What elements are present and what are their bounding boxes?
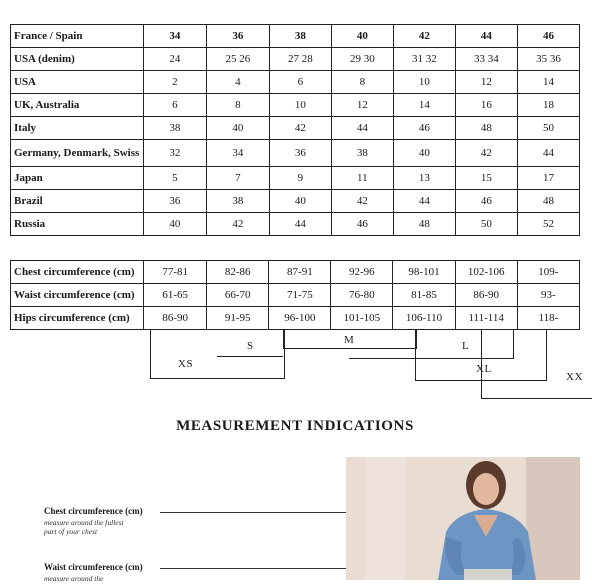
- size-cell: 13: [393, 167, 455, 190]
- size-cell: 50: [517, 117, 579, 140]
- size-cell: 17: [517, 167, 579, 190]
- size-bracket-xxl: [481, 330, 592, 399]
- table-row: [11, 117, 580, 140]
- size-cell: 12: [331, 94, 393, 117]
- size-cell: 46: [393, 117, 455, 140]
- measurement-cell: 82-86: [206, 261, 269, 284]
- table-row: [11, 284, 580, 307]
- size-cell: 44: [331, 117, 393, 140]
- size-cell: 48: [393, 213, 455, 236]
- table-row: [11, 213, 580, 236]
- size-cell: 42: [393, 25, 455, 48]
- size-cell: 50: [455, 213, 517, 236]
- size-label-l: L: [462, 340, 470, 352]
- measurement-cell: 91-95: [206, 307, 269, 330]
- size-cell: 10: [393, 71, 455, 94]
- size-cell: 18: [517, 94, 579, 117]
- table-row: [11, 140, 580, 167]
- row-label: Japan: [11, 167, 144, 190]
- table-row: [11, 307, 580, 330]
- size-cell: 6: [269, 71, 331, 94]
- measurement-cell: 76-80: [331, 284, 393, 307]
- size-cell: 36: [269, 140, 331, 167]
- size-cell: 10: [269, 94, 331, 117]
- size-cell: 11: [331, 167, 393, 190]
- size-cell: 40: [393, 140, 455, 167]
- size-cell: 46: [517, 25, 579, 48]
- measurement-cell: 96-100: [269, 307, 331, 330]
- size-cell: 9: [269, 167, 331, 190]
- size-cell: 6: [143, 94, 206, 117]
- chest-label: Chest circumference (cm): [44, 506, 143, 516]
- measurement-cell: 98-101: [393, 261, 455, 284]
- size-cell: 40: [143, 213, 206, 236]
- size-cell: 27 28: [269, 48, 331, 71]
- size-cell: 4: [206, 71, 269, 94]
- size-cell: 15: [455, 167, 517, 190]
- size-cell: 42: [269, 117, 331, 140]
- measurement-cell: 118-: [517, 307, 579, 330]
- measurement-cell: 93-: [517, 284, 579, 307]
- table-header-row: [11, 25, 580, 48]
- size-cell: 8: [331, 71, 393, 94]
- measurement-cell: 61-65: [144, 284, 207, 307]
- size-label-xxl: XX: [566, 371, 583, 383]
- row-label: Russia: [11, 213, 144, 236]
- waist-label: Waist circumference (cm): [44, 562, 143, 572]
- size-label-s: S: [247, 340, 254, 352]
- chest-description-line-1: measure around the fullest: [44, 518, 124, 527]
- size-cell: 25 26: [206, 48, 269, 71]
- measurement-cell: 111-114: [455, 307, 517, 330]
- size-cell: 52: [517, 213, 579, 236]
- size-cell: 44: [393, 190, 455, 213]
- row-label: USA: [11, 71, 144, 94]
- row-label: Waist circumference (cm): [11, 284, 144, 307]
- measurement-indications-title: MEASUREMENT INDICATIONS: [176, 418, 414, 434]
- measurement-cell: 86-90: [455, 284, 517, 307]
- size-cell: 44: [269, 213, 331, 236]
- size-cell: 42: [455, 140, 517, 167]
- row-label: France / Spain: [11, 25, 144, 48]
- table-row: [11, 167, 580, 190]
- table-row: [11, 94, 580, 117]
- size-cell: 8: [206, 94, 269, 117]
- size-cell: 14: [517, 71, 579, 94]
- size-cell: 40: [269, 190, 331, 213]
- size-cell: 14: [393, 94, 455, 117]
- table-row: [11, 261, 580, 284]
- body-measurement-table: [10, 260, 580, 330]
- size-cell: 46: [331, 213, 393, 236]
- size-cell: 48: [455, 117, 517, 140]
- size-cell: 2: [143, 71, 206, 94]
- size-cell: 38: [206, 190, 269, 213]
- row-label: Italy: [11, 117, 144, 140]
- size-cell: 38: [331, 140, 393, 167]
- row-label: USA (denim): [11, 48, 144, 71]
- measurement-cell: 71-75: [269, 284, 331, 307]
- measurement-cell: 87-91: [269, 261, 331, 284]
- measurement-cell: 77-81: [144, 261, 207, 284]
- measurement-cell: 101-105: [331, 307, 393, 330]
- size-cell: 12: [455, 71, 517, 94]
- size-cell: 32: [143, 140, 206, 167]
- measurement-cell: 66-70: [206, 284, 269, 307]
- size-cell: 42: [206, 213, 269, 236]
- size-cell: 36: [206, 25, 269, 48]
- size-cell: 16: [455, 94, 517, 117]
- size-conversion-table: [10, 24, 580, 236]
- table-row: [11, 48, 580, 71]
- size-cell: 31 32: [393, 48, 455, 71]
- measurement-cell: 102-106: [455, 261, 517, 284]
- size-label-m: M: [344, 334, 355, 346]
- size-label-xl: XL: [476, 363, 492, 375]
- size-cell: 33 34: [455, 48, 517, 71]
- size-cell: 42: [331, 190, 393, 213]
- size-label-xs: XS: [178, 358, 194, 370]
- size-cell: 40: [331, 25, 393, 48]
- size-cell: 35 36: [517, 48, 579, 71]
- size-cell: 34: [143, 25, 206, 48]
- model-photo: [346, 457, 580, 580]
- size-cell: 48: [517, 190, 579, 213]
- size-cell: 38: [269, 25, 331, 48]
- size-cell: 44: [455, 25, 517, 48]
- size-cell: 44: [517, 140, 579, 167]
- measurement-cell: 109-: [517, 261, 579, 284]
- row-label: UK, Australia: [11, 94, 144, 117]
- row-label: Chest circumference (cm): [11, 261, 144, 284]
- model-illustration: [346, 457, 580, 580]
- size-cell: 29 30: [331, 48, 393, 71]
- row-label: Brazil: [11, 190, 144, 213]
- table-row: [11, 190, 580, 213]
- size-cell: 34: [206, 140, 269, 167]
- waist-description-line-1: measure around the: [44, 574, 104, 583]
- measurement-cell: 81-85: [393, 284, 455, 307]
- table-row: [11, 71, 580, 94]
- row-label: Hips circumference (cm): [11, 307, 144, 330]
- size-cell: 46: [455, 190, 517, 213]
- size-cell: 5: [143, 167, 206, 190]
- row-label: Germany, Denmark, Swiss: [11, 140, 144, 167]
- size-cell: 7: [206, 167, 269, 190]
- measurement-cell: 106-110: [393, 307, 455, 330]
- size-cell: 40: [206, 117, 269, 140]
- size-cell: 36: [143, 190, 206, 213]
- measurement-cell: 86-90: [144, 307, 207, 330]
- chest-description-line-2: part of your chest: [44, 527, 98, 536]
- size-cell: 38: [143, 117, 206, 140]
- size-cell: 24: [143, 48, 206, 71]
- measurement-cell: 92-96: [331, 261, 393, 284]
